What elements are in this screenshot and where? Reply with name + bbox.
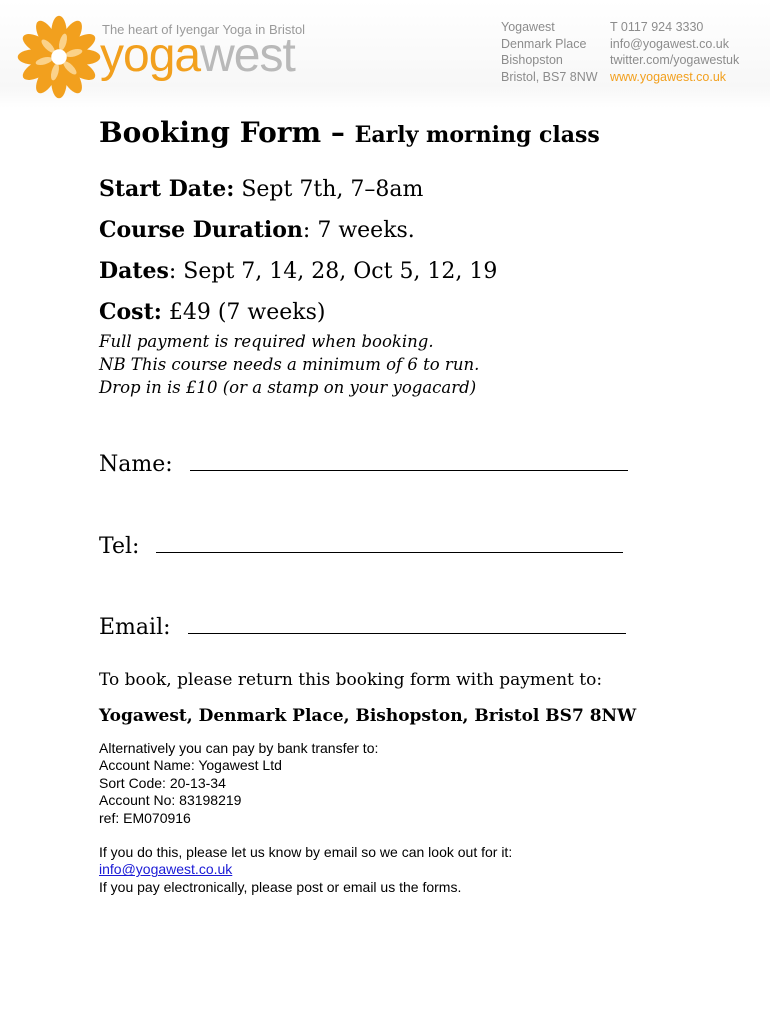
title-main: Booking Form –: [99, 116, 345, 149]
note-line: NB This course needs a minimum of 6 to run.: [99, 355, 480, 374]
cost-row: [99, 299, 326, 325]
name-field: [99, 450, 628, 477]
twitter-handle: twitter.com/yogawestuk: [610, 53, 740, 67]
address-line: Bristol, BS7 8NW: [501, 69, 598, 84]
return-instructions: To book, please return this booking form with payment to:: [99, 670, 603, 690]
spacer: [99, 827, 512, 844]
tel-label: Tel:: [99, 534, 140, 559]
start-date-value: Sept 7th, 7–8am: [241, 177, 424, 202]
account-number: Account No: 83198219: [99, 792, 242, 809]
email-field: [99, 613, 626, 640]
page-title: [99, 116, 600, 149]
brand-yoga: yoga: [100, 29, 201, 82]
name-label: Name:: [99, 452, 173, 477]
note-line: Full payment is required when booking.: [99, 332, 434, 351]
tagline: The heart of Iyengar Yoga in Bristol: [102, 22, 306, 37]
sort-code: Sort Code: 20-13-34: [99, 774, 226, 791]
email-label: Email:: [99, 615, 171, 640]
payment-notes: [99, 330, 479, 399]
tel-field: [99, 532, 623, 559]
start-date-label: Start Date:: [99, 176, 235, 202]
contact-details: [610, 19, 739, 85]
title-sub: Early morning class: [354, 122, 600, 148]
address-line: Bishopston: [501, 53, 563, 67]
cost-value: £49 (7 weeks): [168, 300, 326, 325]
website-link[interactable]: www.yogawest.co.uk: [610, 69, 727, 84]
dates-label: Dates: [99, 258, 169, 284]
duration-value: : 7 weeks.: [302, 218, 415, 243]
address-line: Yogawest: [501, 20, 555, 34]
duration-label: Course Duration: [99, 217, 303, 243]
return-address: Yogawest, Denmark Place, Bishopston, Bristol BS7 8NW: [99, 706, 637, 726]
letterhead: [0, 0, 770, 108]
postal-address: [501, 19, 598, 85]
bank-transfer-details: [99, 740, 512, 896]
email-input-line[interactable]: [188, 613, 626, 634]
post-note: If you pay electronically, please post or email us the forms.: [99, 878, 462, 895]
cost-label: Cost:: [99, 299, 162, 325]
flower-logo-icon: [16, 14, 102, 100]
start-date-row: [99, 176, 423, 202]
email-link[interactable]: info@yogawest.co.uk: [99, 861, 233, 878]
note-line: Drop in is £10 (or a stamp on your yogacard): [99, 378, 477, 397]
phone-number: T 0117 924 3330: [610, 20, 704, 34]
account-name: Account Name: Yogawest Ltd: [99, 757, 282, 774]
tel-input-line[interactable]: [156, 532, 623, 553]
bank-intro: Alternatively you can pay by bank transfer to:: [99, 740, 379, 756]
header-email: info@yogawest.co.uk: [610, 36, 730, 51]
address-line: Denmark Place: [501, 36, 587, 51]
duration-row: [99, 217, 415, 243]
dates-value: : Sept 7, 14, 28, Oct 5, 12, 19: [168, 259, 498, 284]
brand-logo-text: [100, 26, 295, 86]
dates-row: [99, 258, 497, 284]
brand-west: west: [200, 29, 295, 82]
notify-text: If you do this, please let us know by email so we can look out for it:: [99, 844, 513, 861]
name-input-line[interactable]: [190, 450, 628, 471]
payment-reference: ref: EM070916: [99, 809, 191, 826]
